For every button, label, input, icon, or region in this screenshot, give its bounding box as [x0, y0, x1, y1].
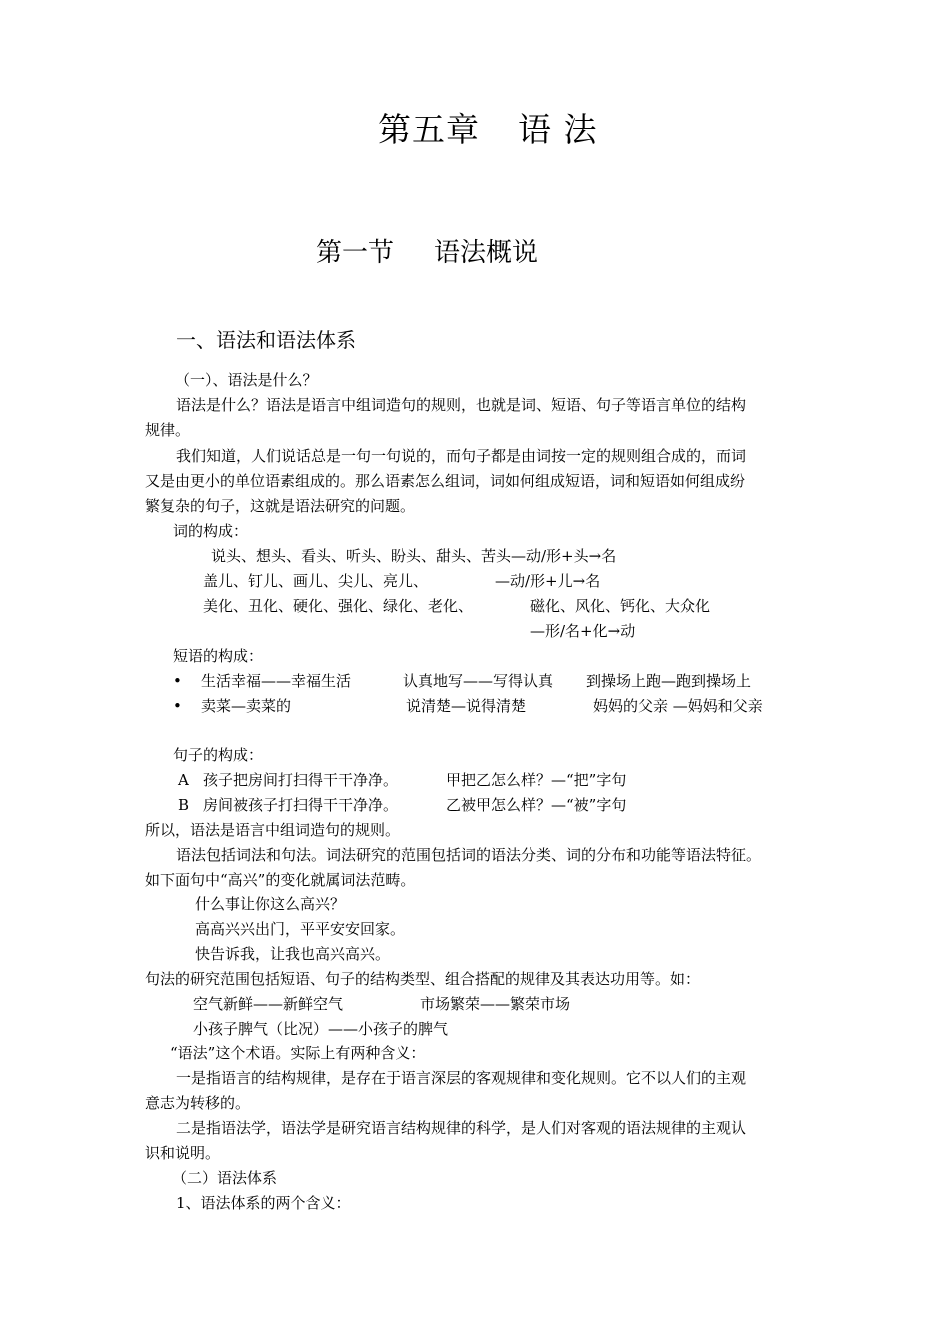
- morphology-example: 高高兴兴出门，平平安安回家。: [195, 920, 406, 938]
- para1-line2: 规律。: [145, 421, 191, 439]
- phrase-example: 认真地写——写得认真: [403, 672, 554, 690]
- sentence-b-pattern: 乙被甲怎么样？—“被”字句: [446, 796, 627, 814]
- heading-grammar-system: 一、语法和语法体系: [176, 328, 356, 352]
- word-formation-row3-words2: 磁化、风化、钙化、大众化: [530, 597, 711, 615]
- word-formation-row2-words: 盖儿、钉儿、画儿、尖儿、亮儿、: [203, 572, 429, 590]
- section-title: [316, 232, 538, 269]
- subheading-grammar-system: （二）语法体系: [172, 1169, 278, 1187]
- meaning1-line1: 一是指语言的结构规律，是存在于语言深层的客观规律和变化规则。它不以人们的主观: [176, 1069, 747, 1087]
- meaning2-line1: 二是指语法学，语法学是研究语言结构规律的科学，是人们对客观的语法规律的主观认: [176, 1119, 747, 1137]
- sentence-a-text: 孩子把房间打扫得干干净净。: [203, 771, 399, 789]
- para2-line2: 又是由更小的单位语素组成的。那么语素怎么组词，词如何组成短语，词和短语如何组成纷: [145, 472, 746, 490]
- bullet: •: [173, 697, 182, 715]
- phrase-formation-label: 短语的构成：: [173, 647, 264, 665]
- para2-line1: 我们知道，人们说话总是一句一句说的，而句子都是由词按一定的规则组合成的，而词: [176, 447, 747, 465]
- chapter-topic: 语 法: [518, 110, 598, 149]
- syntax-example: 空气新鲜——新鲜空气: [193, 995, 344, 1013]
- chapter-title: [378, 104, 598, 151]
- meaning1-line2: 意志为转移的。: [145, 1094, 251, 1112]
- meaning2-line2: 识和说明。: [145, 1144, 221, 1162]
- phrase-example: 说清楚—说得清楚: [406, 697, 527, 715]
- para2-line3: 繁复杂的句子，这就是语法研究的问题。: [145, 497, 416, 515]
- phrase-example: 卖菜—卖菜的: [201, 697, 292, 715]
- chapter-number: 第五章: [378, 110, 480, 149]
- morphology-line1: 语法包括词法和句法。词法研究的范围包括词的语法分类、词的分布和功能等语法特征。: [176, 846, 762, 864]
- sentence-a-pattern: 甲把乙怎么样？—“把”字句: [446, 771, 627, 789]
- item-two-meanings: 1、语法体系的两个含义：: [176, 1194, 351, 1212]
- word-formation-row4-rule: —形/名+化→动: [530, 622, 636, 640]
- morphology-line2: 如下面句中“高兴”的变化就属词法范畴。: [145, 871, 416, 889]
- subheading-what-is-grammar: （一）、语法是什么？: [175, 371, 318, 389]
- word-formation-label: 词的构成：: [173, 522, 249, 540]
- word-formation-row3-words: 美化、丑化、硬化、强化、绿化、老化、: [203, 597, 474, 615]
- sentence-b-marker: B: [178, 796, 190, 814]
- para1-line1: 语法是什么？语法是语言中组词造句的规则，也就是词、短语、句子等语言单位的结构: [176, 396, 747, 414]
- word-formation-row2-rule: —动/形+儿→名: [495, 572, 601, 590]
- term-intro: “语法”这个术语。实际上有两种含义：: [170, 1044, 426, 1062]
- phrase-example: 妈妈的父亲 —妈妈和父亲: [593, 697, 763, 715]
- syntax-line1: 句法的研究范围包括短语、句子的结构类型、组合搭配的规律及其表达功用等。如：: [145, 970, 701, 988]
- morphology-example: 快告诉我，让我也高兴高兴。: [195, 945, 391, 963]
- phrase-example: 生活幸福——幸福生活: [201, 672, 352, 690]
- syntax-example: 小孩子脾气（比况）——小孩子的脾气: [193, 1020, 449, 1038]
- morphology-example: 什么事让你这么高兴？: [195, 895, 346, 913]
- syntax-example: 市场繁荣——繁荣市场: [420, 995, 571, 1013]
- conclusion: 所以，语法是语言中组词造句的规则。: [145, 821, 401, 839]
- sentence-b-text: 房间被孩子打扫得干干净净。: [203, 796, 399, 814]
- bullet: •: [173, 672, 182, 690]
- sentence-a-marker: A: [178, 771, 189, 789]
- sentence-formation-label: 句子的构成：: [173, 746, 264, 764]
- section-number: 第一节: [316, 238, 395, 268]
- phrase-example: 到操场上跑—跑到操场上: [586, 672, 752, 690]
- section-topic: 语法概说: [434, 238, 539, 268]
- word-formation-row1: 说头、想头、看头、听头、盼头、甜头、苦头—动/形+头→名: [211, 547, 617, 565]
